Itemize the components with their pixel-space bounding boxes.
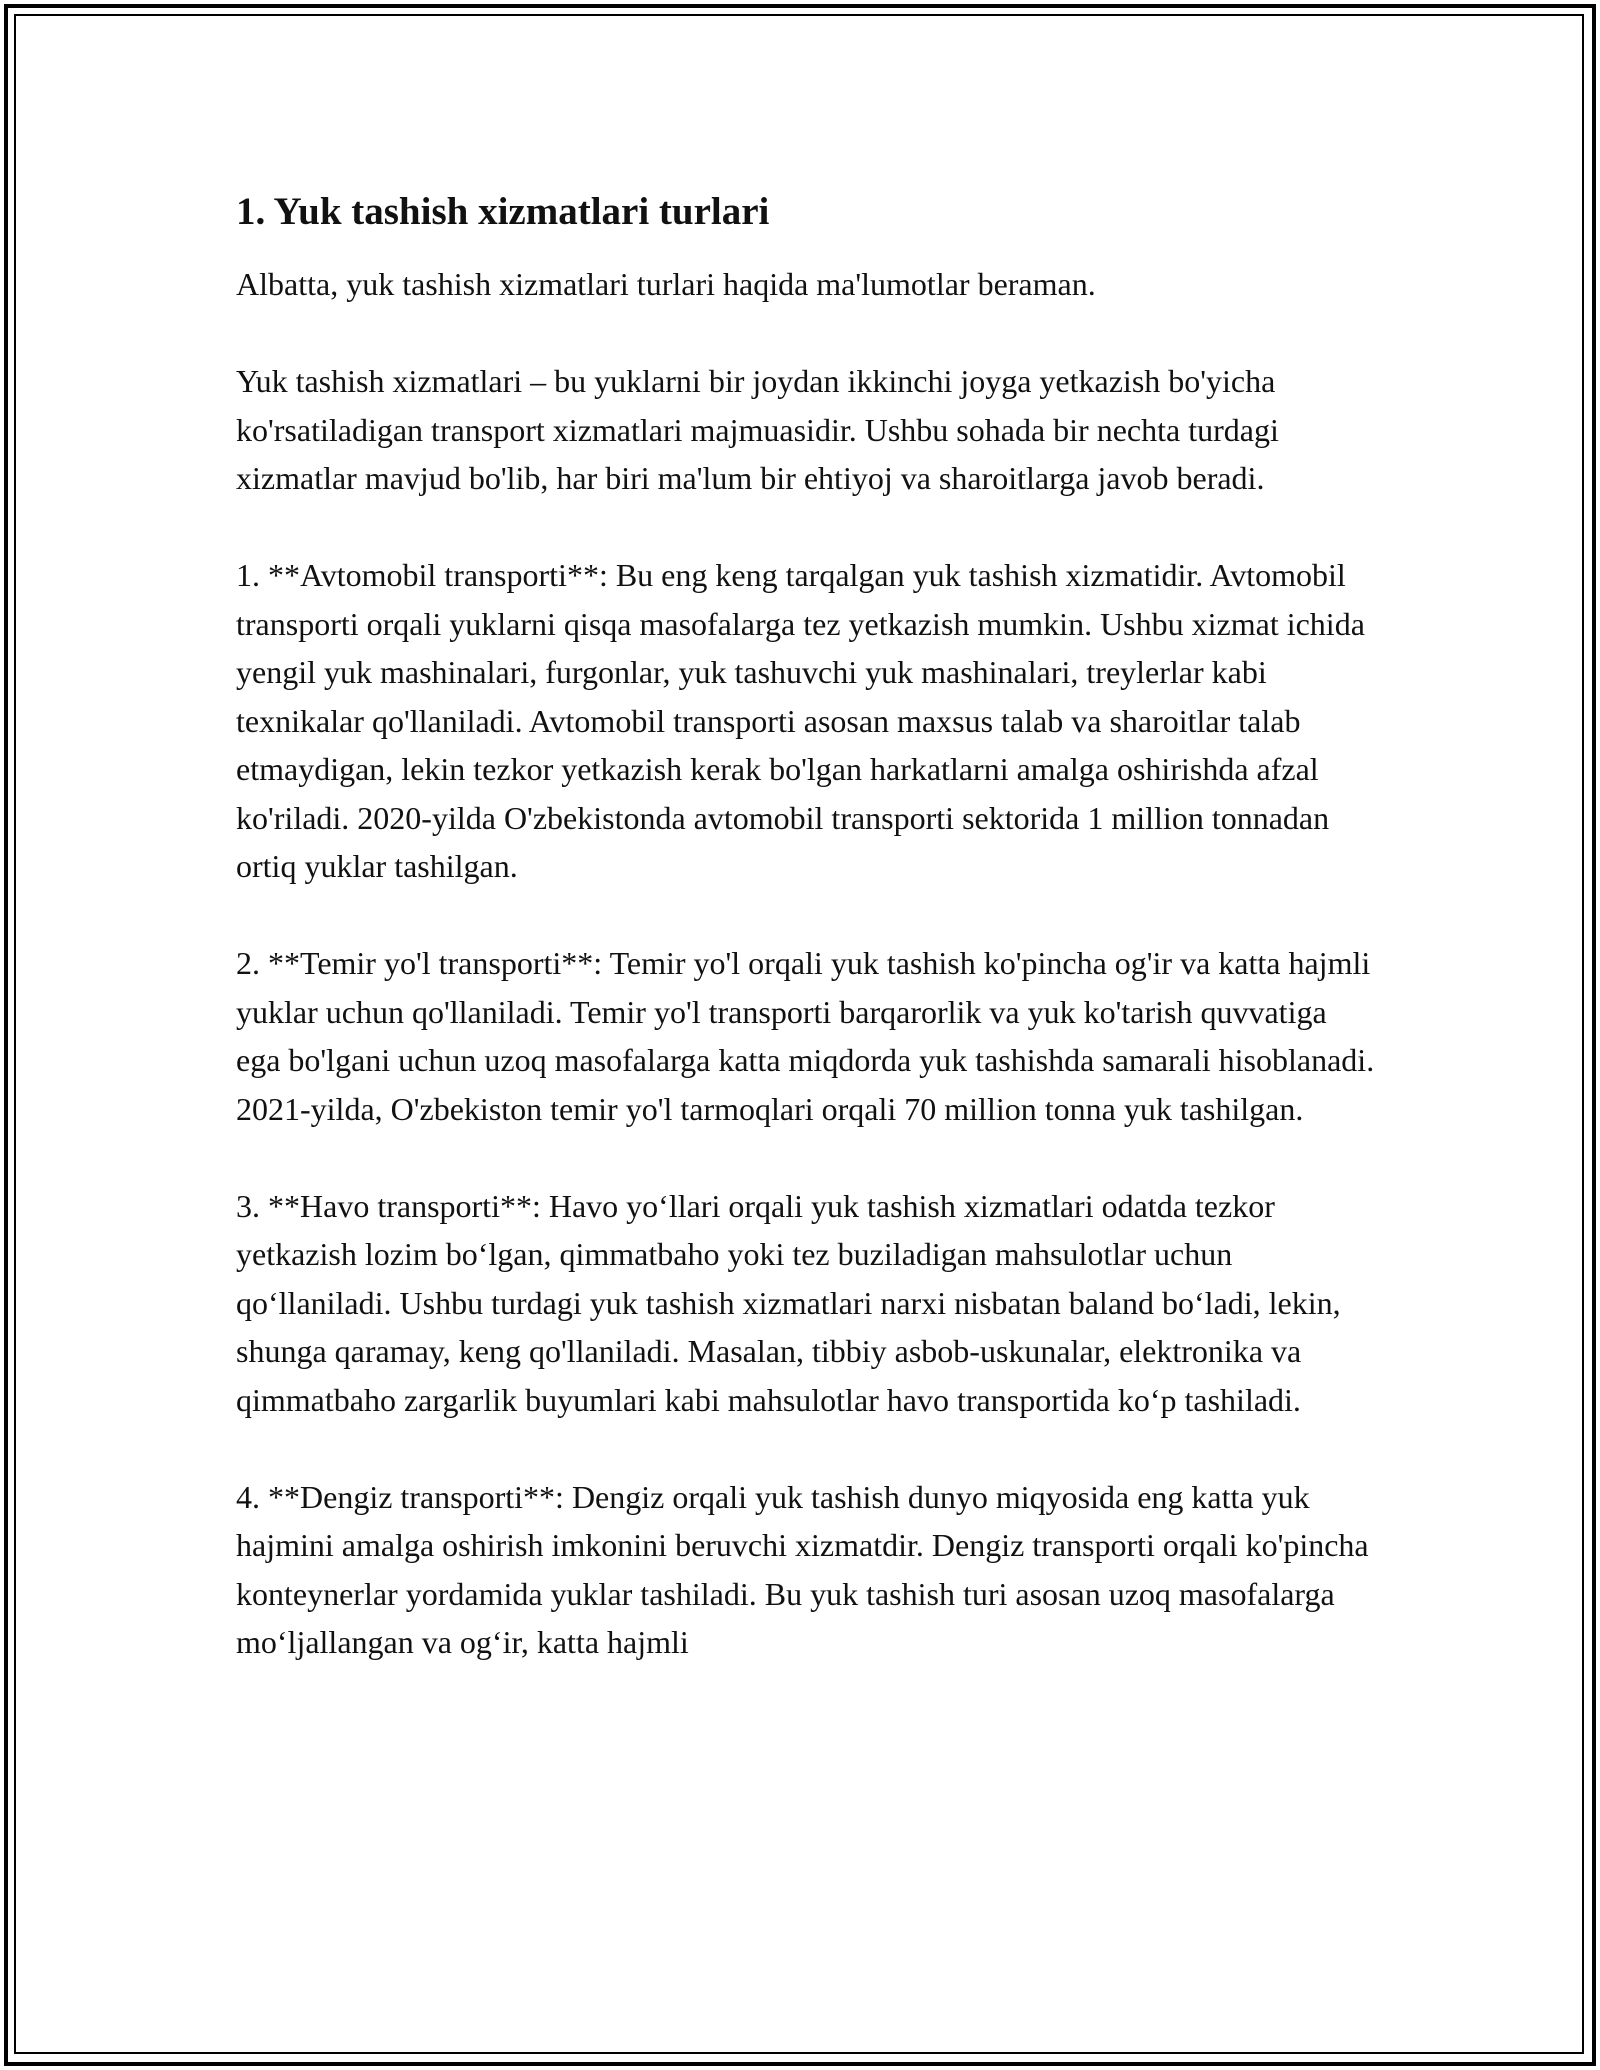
paragraph-intro: Albatta, yuk tashish xizmatlari turlari haqida ma'lumotlar beraman.	[236, 266, 1096, 302]
document-title: 1. Yuk tashish xizmatlari turlari	[236, 190, 770, 233]
document-body	[236, 186, 1376, 1667]
paragraph-rail-transport: 2. **Temir yo'l transporti**: Temir yo'l orqali yuk tashish ko'pincha og'ir va katta hajmli yuklar uchun qo'llaniladi. Temir yo'l transporti barqarorlik va yuk ko'tarish quvvatiga ega bo'lgani uchun uzoq masofalarga katta miqdorda yuk tashishda samarali hisoblanadi. 2021-yilda, O'zbekiston temir yo'l tarmoqlari orqali 70 million tonna yuk tashilgan.	[236, 945, 1375, 1127]
paragraph-definition: Yuk tashish xizmatlari – bu yuklarni bir joydan ikkinchi joyga yetkazish bo'yicha ko'rsatiladigan transport xizmatlari majmuasidir. Ushbu sohada bir nechta turdagi xizmatlar mavjud bo'lib, har biri ma'lum bir ehtiyoj va sharoitlarga javob beradi.	[236, 363, 1279, 496]
paragraph-road-transport: 1. **Avtomobil transporti**: Bu eng keng tarqalgan yuk tashish xizmatidir. Avtomobil transporti orqali yuklarni qisqa masofalarga tez yetkazish mumkin. Ushbu xizmat ichida yengil yuk mashinalari, furgonlar, yuk tashuvchi yuk mashinalari, treylerlar kabi texnikalar qo'llaniladi. Avtomobil transporti asosan maxsus talab va sharoitlar talab etmaydigan, lekin tezkor yetkazish kerak bo'lgan harkatlarni amalga oshirishda afzal ko'riladi. 2020-yilda O'zbekistonda avtomobil transporti sektorida 1 million tonnadan ortiq yuklar tashilgan.	[236, 557, 1365, 884]
paragraph-sea-transport: 4. **Dengiz transporti**: Dengiz orqali yuk tashish dunyo miqyosida eng katta yuk hajmini amalga oshirish imkonini beruvchi xizmatdir. Dengiz transporti orqali ko'pincha konteynerlar yordamida yuklar tashiladi. Bu yuk tashish turi asosan uzoq masofalarga moʻljallangan va ogʻir, katta hajmli	[236, 1478, 1369, 1660]
paragraph-air-transport: 3. **Havo transporti**: Havo yoʻllari orqali yuk tashish xizmatlari odatda tezkor yetkazish lozim boʻlgan, qimmatbaho yoki tez buziladigan mahsulotlar uchun qoʻllaniladi. Ushbu turdagi yuk tashish xizmatlari narxi nisbatan baland boʻladi, lekin, shunga qaramay, keng qo'llaniladi. Masalan, tibbiy asbob-uskunalar, elektronika va qimmatbaho zargarlik buyumlari kabi mahsulotlar havo transportida koʻp tashiladi.	[236, 1187, 1341, 1418]
